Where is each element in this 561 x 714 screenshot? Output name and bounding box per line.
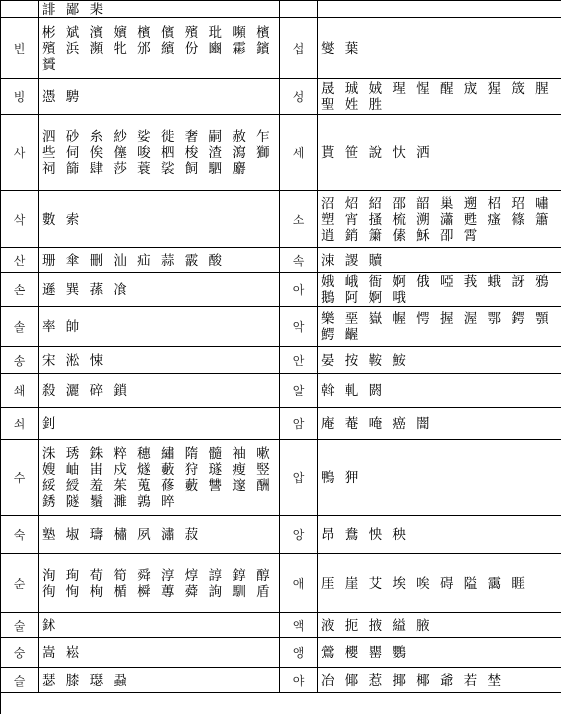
left-reading-cell [1, 191, 39, 248]
reading-label: 쇄 [13, 384, 26, 398]
hanja-list: 厓 崖 艾 埃 唉 碍 隘 靄 睚 [321, 575, 528, 592]
right-hanja-cell [318, 408, 561, 440]
hanja-list: 珊 傘 刪 汕 疝 蒜 霰 酸 [42, 252, 226, 269]
right-reading-cell [280, 191, 318, 248]
hanja-list: 昂 鴦 怏 秧 [321, 527, 409, 543]
hanja-list: 瑟 膝 璱 蝨 [42, 672, 130, 689]
reading-label: 세 [292, 146, 305, 160]
hanja-list: 涑 謖 贖 [321, 252, 386, 269]
hanja-list: 燮 葉 [321, 40, 362, 57]
right-hanja-cell [318, 18, 561, 79]
hanja-list: 樂 堊 嶽 幄 愕 握 渥 鄂 鍔 顎 鰐 齷 [321, 311, 552, 343]
left-reading-cell [1, 248, 39, 273]
left-hanja-cell [39, 79, 280, 115]
reading-label: 삭 [13, 212, 26, 227]
hanja-list: 遜 巽 蓀 飡 [42, 282, 130, 298]
left-hanja-cell [39, 374, 280, 408]
reading-label: 섭 [292, 41, 305, 56]
reading-label: 앙 [292, 528, 305, 542]
right-reading-cell [280, 554, 318, 613]
left-reading-cell [1, 1, 39, 18]
reading-label: 숙 [13, 528, 26, 542]
left-reading-cell [1, 273, 39, 307]
hanja-list: 液 扼 掖 縊 腋 [321, 617, 433, 634]
hanja-list: 斡 軋 閼 [321, 383, 386, 399]
right-hanja-cell [318, 374, 561, 408]
reading-label: 소 [292, 212, 305, 227]
right-reading-cell [280, 79, 318, 115]
left-hanja-cell [39, 18, 280, 79]
right-reading-cell [280, 408, 318, 440]
right-reading-cell [280, 307, 318, 347]
left-hanja-cell [39, 1, 280, 18]
right-reading-cell [280, 248, 318, 273]
left-hanja-cell [39, 516, 280, 554]
left-reading-cell [1, 440, 39, 516]
left-hanja-cell [39, 248, 280, 273]
hanja-list: 鴨 狎 [321, 470, 362, 486]
hanja-list: 憑 騁 [42, 89, 83, 105]
reading-label: 아 [292, 283, 305, 297]
hanja-list: 誹 鄙 棐 [42, 1, 107, 18]
reading-label: 쇠 [13, 417, 26, 431]
left-hanja-cell [39, 668, 280, 693]
reading-label: 수 [13, 471, 26, 485]
left-reading-cell [1, 18, 39, 79]
left-hanja-cell [39, 115, 280, 191]
reading-label: 암 [292, 417, 305, 431]
reading-label: 앵 [292, 646, 305, 660]
reading-label: 슬 [13, 673, 26, 688]
left-reading-cell [1, 668, 39, 693]
right-hanja-cell [318, 516, 561, 554]
right-hanja-cell [318, 613, 561, 638]
left-reading-cell [1, 638, 39, 668]
left-reading-cell [1, 79, 39, 115]
left-hanja-cell [39, 613, 280, 638]
right-hanja-cell [318, 79, 561, 115]
hanja-list: 晏 按 鞍 鮟 [321, 352, 409, 369]
hanja-list: 貰 笹 說 忕 洒 [321, 145, 433, 161]
hanja-list: 彬 斌 濱 嬪 檳 儐 殯 玭 嚬 檳 殯 浜 瀕 牝 邠 繽 份 豳 霦 鑌 贇 [42, 24, 273, 73]
right-reading-cell [280, 613, 318, 638]
hanja-list: 庵 菴 唵 癌 闇 [321, 416, 433, 432]
right-reading-cell [280, 18, 318, 79]
right-hanja-cell [318, 347, 561, 374]
reading-label: 순 [13, 576, 26, 591]
right-reading-cell [280, 1, 318, 18]
reading-label: 빈 [13, 41, 26, 56]
hanja-list: 數 索 [42, 211, 83, 228]
reading-label: 빙 [13, 90, 26, 104]
hanja-list: 嵩 崧 [42, 645, 83, 661]
right-hanja-cell [318, 638, 561, 668]
left-reading-cell [1, 374, 39, 408]
left-reading-cell [1, 613, 39, 638]
reading-label: 숭 [13, 646, 26, 660]
right-reading-cell [280, 516, 318, 554]
hanja-list: 泗 砂 糸 紗 娑 徙 奢 嗣 赦 乍 些 伺 俟 僿 唆 柶 梭 渣 瀉 獅 祠 篩 肆 莎 蓑 裟 飼 駟 麝 [42, 129, 273, 177]
left-hanja-cell [39, 273, 280, 307]
reading-label: 사 [13, 146, 26, 160]
left-reading-cell [1, 347, 39, 374]
left-hanja-cell [39, 191, 280, 248]
right-hanja-cell [318, 248, 561, 273]
left-hanja-cell [39, 307, 280, 347]
reading-label: 안 [292, 353, 305, 368]
hanja-list: 塾 埱 璹 橚 夙 潚 菽 [42, 527, 202, 543]
left-reading-cell [1, 516, 39, 554]
hanja-list: 殺 灑 碎 鎖 [42, 383, 130, 399]
left-hanja-cell [39, 347, 280, 374]
right-hanja-cell [318, 440, 561, 516]
right-reading-cell [280, 115, 318, 191]
right-hanja-cell [318, 668, 561, 693]
right-hanja-cell [318, 115, 561, 191]
hanja-list: 鶯 櫻 罌 鸚 [321, 645, 409, 661]
reading-label: 액 [292, 618, 305, 633]
reading-label: 산 [13, 253, 26, 268]
reading-label: 송 [13, 353, 26, 368]
right-reading-cell [280, 273, 318, 307]
left-hanja-cell [39, 408, 280, 440]
reading-label: 술 [13, 618, 26, 633]
reading-label: 손 [13, 283, 26, 297]
hanja-list: 沼 炤 紹 邵 韶 巢 遡 柖 玿 嘯 塑 宵 搔 梳 溯 瀟 甦 瘙 篠 簫 逍 銷 簘 傃 穌 卲 霄 [321, 195, 552, 244]
right-reading-cell [280, 668, 318, 693]
left-reading-cell [1, 554, 39, 613]
hanja-list: 率 帥 [42, 319, 83, 335]
left-reading-cell [1, 115, 39, 191]
left-reading-cell [1, 408, 39, 440]
reading-label: 압 [292, 471, 305, 485]
right-hanja-cell [318, 273, 561, 307]
hanja-list: 冶 倻 惹 揶 椰 爺 若 埜 [321, 672, 505, 689]
reading-label: 알 [292, 384, 305, 398]
hanja-list: 鉥 [42, 617, 59, 634]
reading-label: 속 [292, 253, 305, 268]
left-hanja-cell [39, 554, 280, 613]
right-reading-cell [280, 638, 318, 668]
hanja-list: 晟 珹 娀 瑆 惺 醒 宬 猩 筬 腥 聖 姓 胜 [321, 81, 552, 113]
reading-label: 악 [292, 320, 305, 334]
reading-label: 솔 [13, 320, 26, 334]
right-reading-cell [280, 347, 318, 374]
left-hanja-cell [39, 638, 280, 668]
reading-label: 성 [292, 90, 305, 104]
right-hanja-cell [318, 307, 561, 347]
reading-label: 애 [292, 576, 305, 591]
left-hanja-cell [39, 440, 280, 516]
right-hanja-cell [318, 191, 561, 248]
right-reading-cell [280, 374, 318, 408]
left-reading-cell [1, 307, 39, 347]
hanja-list: 洵 珣 荀 筍 舜 淳 焞 諄 錞 醇 徇 恂 栒 楯 橓 蓴 蕣 詢 馴 盾 [42, 567, 273, 600]
right-reading-cell [280, 440, 318, 516]
hanja-list: 釗 [42, 416, 59, 432]
hanja-list: 洙 琇 銖 粹 穗 繡 隋 髓 袖 嗽 嫂 岫 峀 戍 燧 藪 狩 璲 瘦 竪 綏 綬 羞 茱 蒐 蓚 藪 讐 邃 酬 銹 隧 鬚 濉 鶉 晬 [42, 446, 273, 510]
right-hanja-cell [318, 554, 561, 613]
hanja-list: 娥 峨 衙 婀 俄 啞 莪 蛾 訝 鴉 鵝 阿 婀 哦 [321, 274, 552, 306]
right-hanja-cell [318, 1, 561, 18]
reading-label: 야 [292, 673, 305, 688]
hanja-list: 宋 淞 悚 [42, 352, 107, 369]
